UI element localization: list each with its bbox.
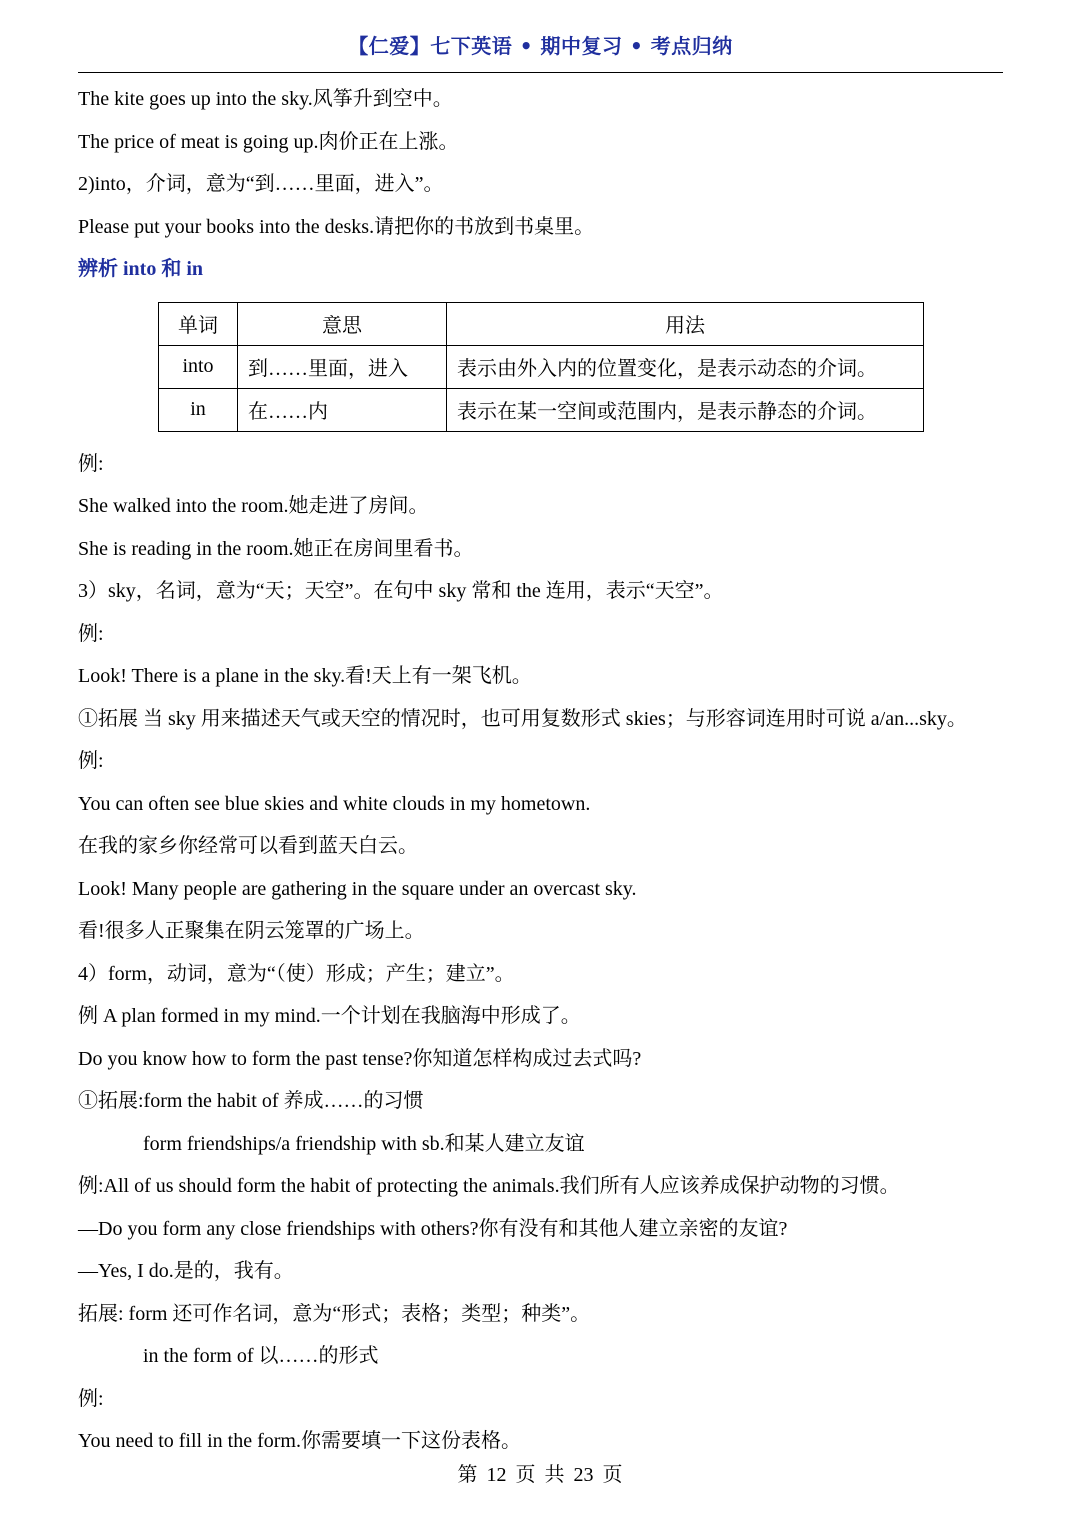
section-heading-into-vs-in: 辨析 into 和 in <box>78 258 204 280</box>
definition-form: 4）form，动词，意为“（使）形成；产生；建立”。 <box>78 962 515 985</box>
example-sentence: The kite goes up into the sky.风筝升到空中。 <box>78 88 453 110</box>
extension-note-form-noun: 拓展: form 还可作名词，意为“形式；表格；类型；种类”。 <box>78 1302 591 1325</box>
table-cell: 表示由外入内的位置变化，是表示动态的介词。 <box>447 345 924 388</box>
comparison-table-wrapper <box>78 297 1038 449</box>
table-cell: in <box>159 388 238 431</box>
dialogue-line: —Do you form any close friendships with others?你有没有和其他人建立亲密的友谊? <box>78 1217 788 1240</box>
definition-sky: 3）sky，名词，意为“天；天空”。在句中 sky 常和 the 连用，表示“天空”。 <box>78 580 724 602</box>
example-sentence: 例:All of us should form the habit of protecting the animals.我们所有人应该养成保护动物的习惯。 <box>78 1175 900 1197</box>
table-cell: 在……内 <box>238 388 447 431</box>
dialogue-line: —Yes, I do.是的，我有。 <box>78 1260 294 1282</box>
page-number: 第 12 页 共 23 页 <box>457 1464 623 1486</box>
extension-phrase: in the form of 以……的形式 <box>143 1345 379 1367</box>
extension-note-form: ①拓展:form the habit of 养成……的习惯 <box>78 1090 424 1112</box>
definition-into: 2)into，介词，意为“到……里面，进入”。 <box>78 173 444 195</box>
example-sentence: Please put your books into the desks.请把你的书放到书桌里。 <box>78 215 595 238</box>
example-label: 例: <box>78 1387 104 1410</box>
comparison-table <box>158 302 924 432</box>
table-cell: into <box>159 345 238 388</box>
example-sentence: You can often see blue skies and white clouds in my hometown. <box>78 792 591 815</box>
example-label: 例: <box>78 622 104 645</box>
table-header-cell: 意思 <box>238 302 447 345</box>
extension-note-sky: ①拓展 当 sky 用来描述天气或天空的情况时，也可用复数形式 skies；与形容词连用时可说 a/an...sky。 <box>78 707 967 730</box>
example-sentence: Look! Many people are gathering in the square under an overcast sky. <box>78 877 637 900</box>
table-cell: 到……里面，进入 <box>238 345 447 388</box>
example-label: 例: <box>78 452 104 475</box>
document-body <box>78 84 1038 1469</box>
table-header-cell: 单词 <box>159 302 238 345</box>
example-translation: 看!很多人正聚集在阴云笼罩的广场上。 <box>78 920 425 942</box>
example-sentence: She is reading in the room.她正在房间里看书。 <box>78 537 474 560</box>
example-sentence: Do you know how to form the past tense?你知道怎样构成过去式吗? <box>78 1047 642 1070</box>
example-sentence: 例 A plan formed in my mind.一个计划在我脑海中形成了。 <box>78 1005 581 1027</box>
example-sentence: Look! There is a plane in the sky.看!天上有一架飞机。 <box>78 665 532 687</box>
example-sentence: You need to fill in the form.你需要填一下这份表格。 <box>78 1430 521 1452</box>
table-header-cell: 用法 <box>447 302 924 345</box>
example-label: 例: <box>78 750 104 772</box>
extension-phrase: form friendships/a friendship with sb.和某人建立友谊 <box>143 1132 585 1155</box>
table-header-row <box>159 302 924 345</box>
table-row <box>159 345 924 388</box>
example-sentence: She walked into the room.她走进了房间。 <box>78 495 429 517</box>
example-translation: 在我的家乡你经常可以看到蓝天白云。 <box>78 835 418 857</box>
header-divider <box>78 72 1003 73</box>
page-header-title: 【仁爱】七下英语 • 期中复习 • 考点归纳 <box>348 34 733 58</box>
example-sentence: The price of meat is going up.肉价正在上涨。 <box>78 130 459 153</box>
table-row <box>159 388 924 431</box>
table-cell: 表示在某一空间或范围内，是表示静态的介词。 <box>447 388 924 431</box>
